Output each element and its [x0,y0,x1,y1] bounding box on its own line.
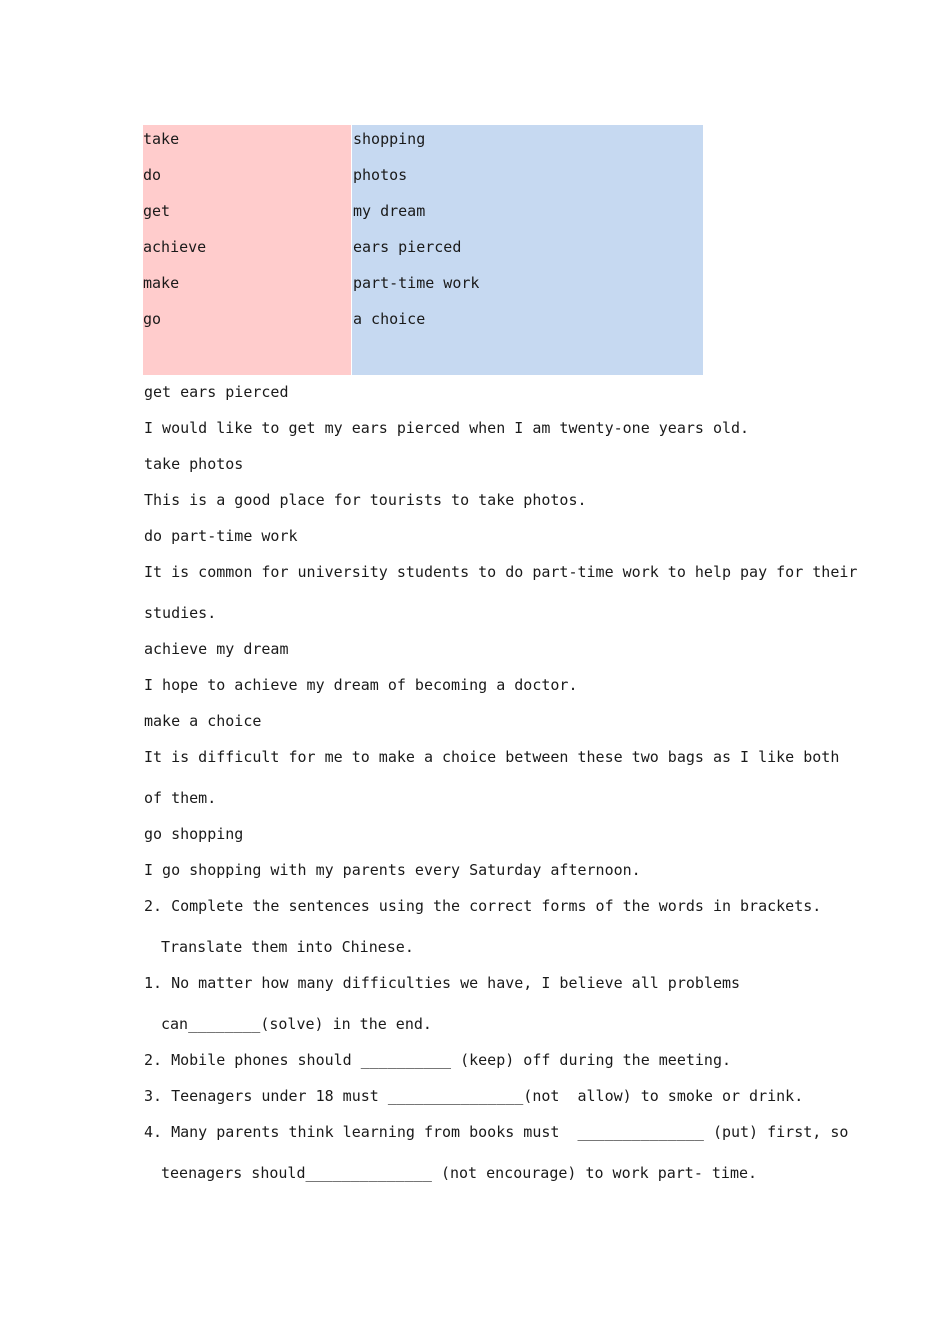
noun-cell: a choice [353,310,426,328]
example-sentence-continued: studies. [144,604,217,622]
verb-cell: take [143,130,180,148]
verb-cell: make [143,274,180,292]
verb-cell: go [143,310,162,328]
noun-cell: photos [353,166,408,184]
example-sentence-continued: of them. [144,789,217,807]
example-phrase: make a choice [144,712,262,730]
example-sentence: I hope to achieve my dream of becoming a doctor. [144,676,578,694]
question-1-continued: can________(solve) in the end. [161,1015,432,1033]
verb-cell: achieve [143,238,207,256]
noun-cell: my dream [353,202,426,220]
example-phrase: take photos [144,455,244,473]
example-sentence: It is common for university students to do part-time work to help pay for their [144,563,858,581]
example-sentence: This is a good place for tourists to take photos. [144,491,587,509]
example-sentence: I would like to get my ears pierced when I am twenty-one years old. [144,419,750,437]
nouns-column [352,125,703,375]
example-sentence: I go shopping with my parents every Saturday afternoon. [144,861,641,879]
example-phrase: achieve my dream [144,640,289,658]
example-phrase: go shopping [144,825,244,843]
question-2: 2. Mobile phones should __________ (keep) off during the meeting. [144,1051,731,1069]
example-phrase: do part-time work [144,527,298,545]
question-4: 4. Many parents think learning from books must ______________ (put) first, so [144,1123,849,1141]
verbs-column [143,125,352,375]
question-3: 3. Teenagers under 18 must _______________(not allow) to smoke or drink. [144,1087,804,1105]
matching-table [143,125,703,375]
verb-cell: do [143,166,162,184]
verb-cell: get [143,202,171,220]
noun-cell: ears pierced [353,238,462,256]
question-1: 1. No matter how many difficulties we have, I believe all problems [144,974,741,992]
noun-cell: part-time work [353,274,480,292]
noun-cell: shopping [353,130,426,148]
example-phrase: get ears pierced [144,383,289,401]
example-sentence: It is difficult for me to make a choice between these two bags as I like both [144,748,840,766]
question-4-continued: teenagers should______________ (not encourage) to work part- time. [161,1164,758,1182]
exercise-heading: 2. Complete the sentences using the correct forms of the words in brackets. [144,897,822,915]
exercise-heading-continued: Translate them into Chinese. [161,938,414,956]
